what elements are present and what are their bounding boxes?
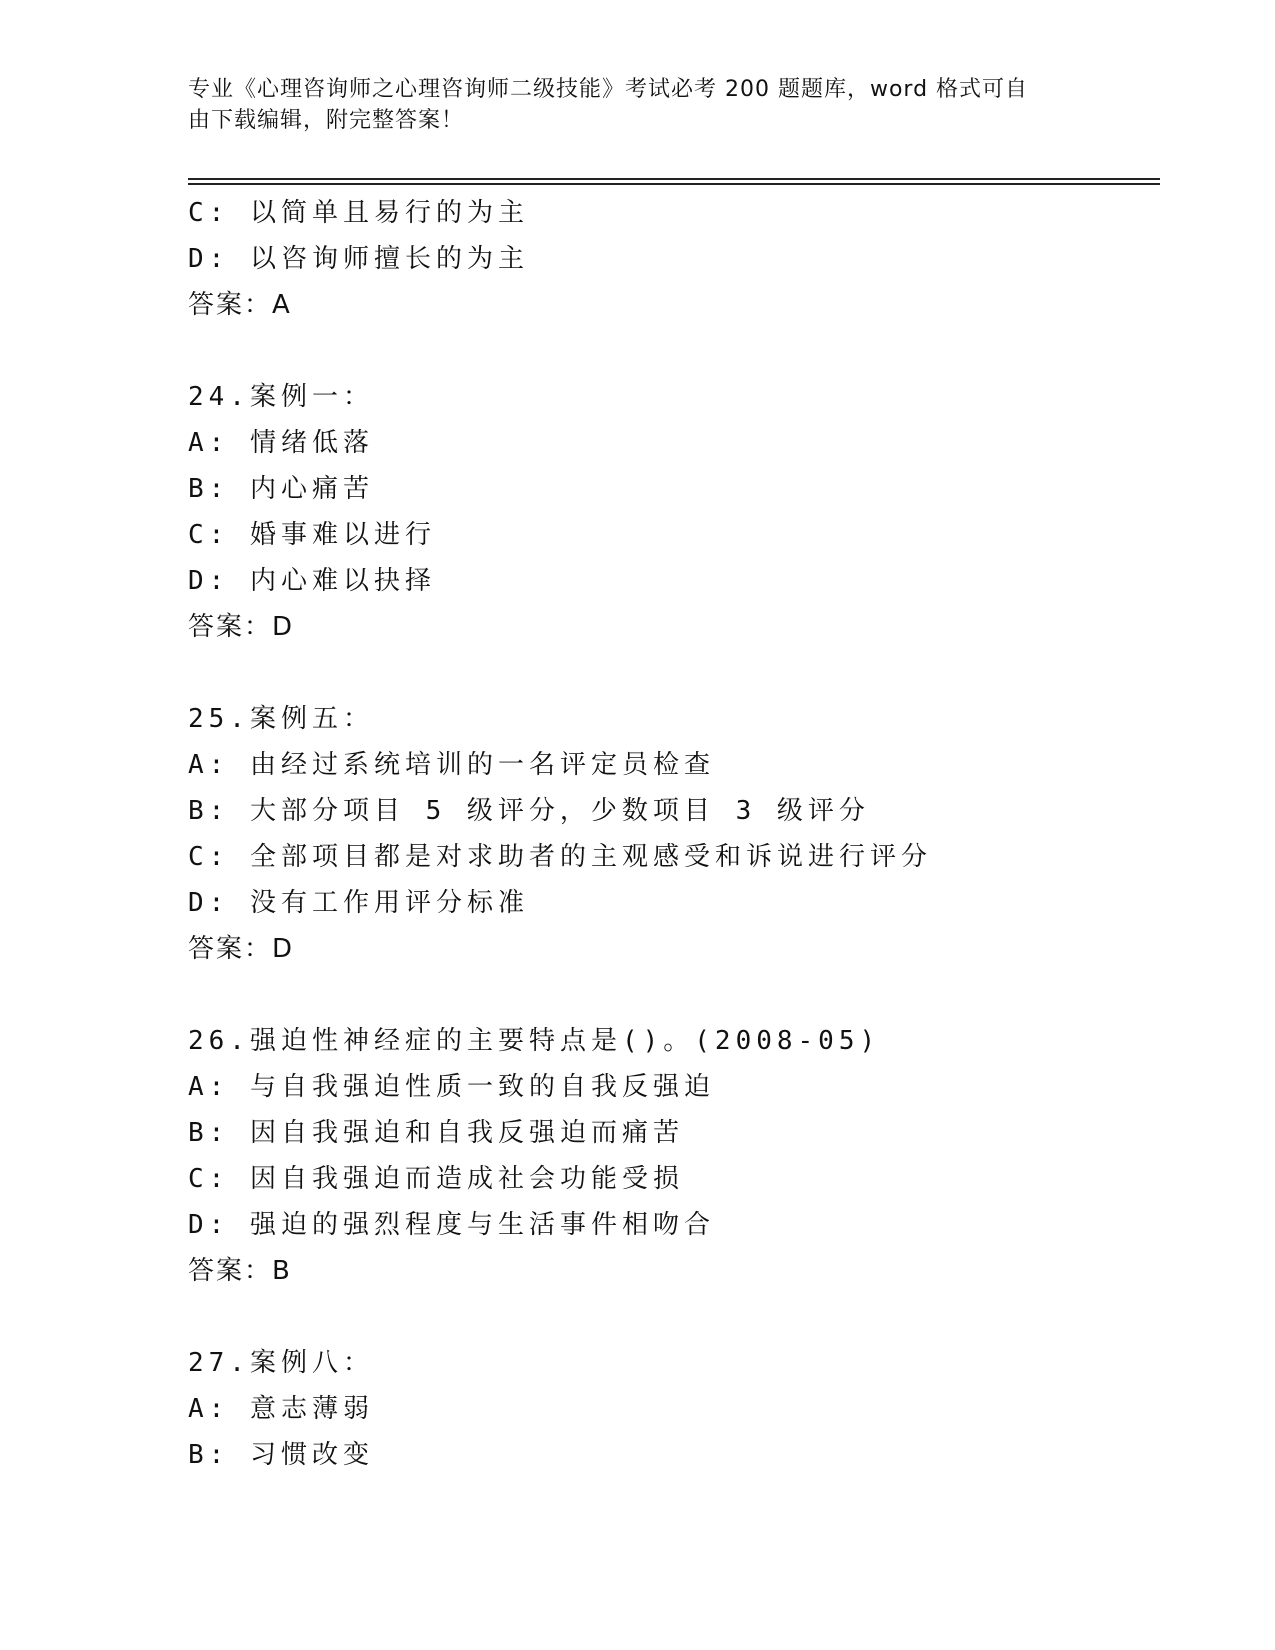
option-c: C: 以简单且易行的为主 bbox=[188, 198, 529, 228]
option-a: A: 情绪低落 bbox=[188, 428, 374, 458]
question-stem: 26.强迫性神经症的主要特点是()。(2008-05) bbox=[188, 1026, 881, 1056]
option-c: C: 全部项目都是对求助者的主观感受和诉说进行评分 bbox=[188, 842, 932, 872]
option-b: B: 内心痛苦 bbox=[188, 474, 374, 504]
option-b: B: 大部分项目 5 级评分，少数项目 3 级评分 bbox=[188, 796, 870, 826]
spacer bbox=[188, 650, 1168, 696]
option-b: B: 习惯改变 bbox=[188, 1440, 374, 1470]
header-line-2: 由下载编辑，附完整答案！ bbox=[188, 108, 465, 133]
option-c: C: 因自我强迫而造成社会功能受损 bbox=[188, 1164, 684, 1194]
answer-line: 答案：A bbox=[188, 290, 292, 320]
answer-line: 答案：B bbox=[188, 1256, 292, 1286]
question-block-25 bbox=[188, 696, 1168, 972]
question-block-24 bbox=[188, 374, 1168, 650]
option-d: D: 强迫的强烈程度与生活事件相吻合 bbox=[188, 1210, 715, 1240]
spacer bbox=[188, 972, 1168, 1018]
answer-line: 答案：D bbox=[188, 612, 295, 642]
option-d: D: 以咨询师擅长的为主 bbox=[188, 244, 529, 274]
question-block-prev bbox=[188, 190, 1168, 328]
option-b: B: 因自我强迫和自我反强迫而痛苦 bbox=[188, 1118, 684, 1148]
header-divider-top bbox=[188, 178, 1160, 180]
question-block-26 bbox=[188, 1018, 1168, 1294]
option-d: D: 内心难以抉择 bbox=[188, 566, 436, 596]
answer-line: 答案：D bbox=[188, 934, 295, 964]
question-stem: 27.案例八： bbox=[188, 1348, 374, 1378]
document-header bbox=[188, 74, 1068, 136]
question-list bbox=[188, 190, 1168, 1478]
question-block-27 bbox=[188, 1340, 1168, 1478]
option-a: A: 与自我强迫性质一致的自我反强迫 bbox=[188, 1072, 715, 1102]
question-stem: 25.案例五： bbox=[188, 704, 374, 734]
option-d: D: 没有工作用评分标准 bbox=[188, 888, 529, 918]
header-line-1: 专业《心理咨询师之心理咨询师二级技能》考试必考 200 题题库，word 格式可自 bbox=[188, 77, 1029, 102]
question-stem: 24.案例一： bbox=[188, 382, 374, 412]
spacer bbox=[188, 1294, 1168, 1340]
option-c: C: 婚事难以进行 bbox=[188, 520, 436, 550]
option-a: A: 意志薄弱 bbox=[188, 1394, 374, 1424]
spacer bbox=[188, 328, 1168, 374]
option-a: A: 由经过系统培训的一名评定员检查 bbox=[188, 750, 715, 780]
header-divider-bottom bbox=[188, 183, 1160, 185]
